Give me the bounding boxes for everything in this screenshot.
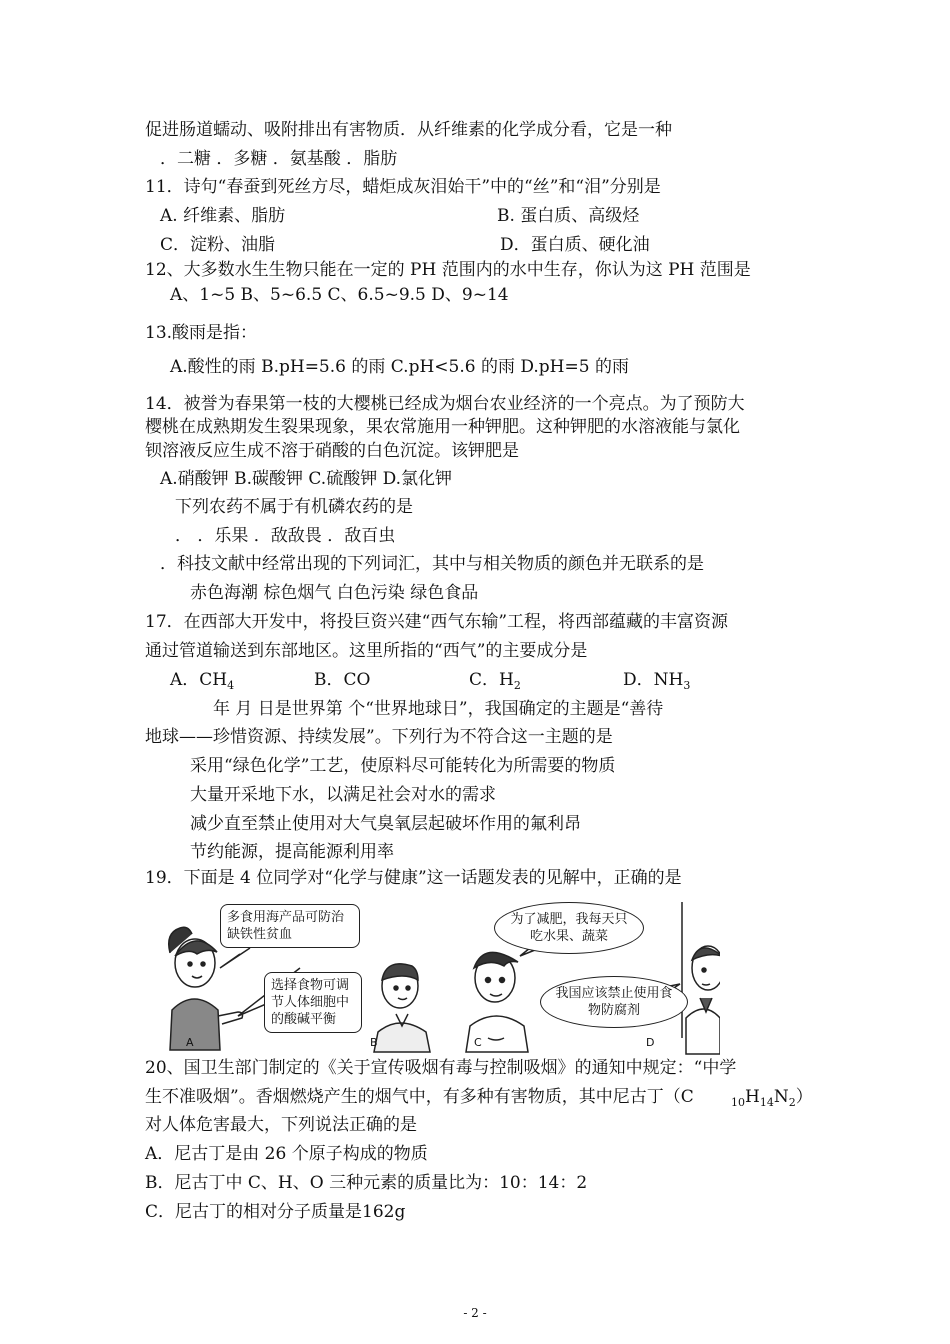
- text-line: 通过管道输送到东部地区。这里所指的“西气”的主要成分是: [145, 641, 588, 661]
- q17-option-d: D．$NH_3$: [623, 670, 691, 692]
- bubble-b: 选择食物可调节人体细胞中的酸碱平衡: [264, 972, 362, 1033]
- text-line: D．蛋白质、硬化油: [500, 235, 650, 255]
- text-line: 12、大多数水生生物只能在一定的 PH 范围内的水中生存，你认为这 PH 范围是: [145, 260, 751, 280]
- text-line: 20、国卫生部门制定的《关于宣传吸烟有毒与控制吸烟》的通知中规定：“中学: [145, 1058, 737, 1078]
- text-line: A.硝酸钾 B.碳酸钾 C.硫酸钾 D.氯化钾: [160, 469, 453, 489]
- text-line: 地球——珍惜资源、持续发展”。下列行为不符合这一主题的是: [145, 727, 613, 747]
- q17-option-c: C．$H_2$: [469, 670, 521, 692]
- text-line: 促进肠道蠕动、吸附排出有害物质．从纤维素的化学成分看，它是一种: [145, 120, 672, 140]
- text-line: 生不准吸烟”。香烟燃烧产生的烟气中，有多种有害物质，其中尼古丁（C: [145, 1087, 694, 1107]
- text-line: A．尼古丁是由 26 个原子构成的物质: [145, 1144, 428, 1164]
- text-line: 11．诗句“春蚕到死丝方尽，蜡炬成灰泪始干”中的“丝”和“泪”分别是: [145, 177, 661, 197]
- text-line: A. 纤维素、脂肪: [160, 206, 286, 226]
- text-line: ．二糖 ．多糖 ．氨基酸 ．脂肪: [160, 149, 398, 169]
- text-line: 采用“绿色化学”工艺，使原料尽可能转化为所需要的物质: [190, 756, 616, 776]
- figure-label-c: C: [474, 1036, 482, 1049]
- text-line: 减少直至禁止使用对大气臭氧层起破坏作用的氟利昂: [190, 814, 581, 834]
- text-line: A、1~5 B、5~6.5 C、6.5~9.5 D、9~14: [170, 285, 509, 305]
- text-line: 对人体危害最大，下列说法正确的是: [145, 1115, 417, 1135]
- figure-label-a: A: [186, 1036, 194, 1049]
- text-line: 17．在西部大开发中，将投巨资兴建“西气东输”工程，将西部蕴藏的丰富资源: [145, 612, 729, 632]
- text-line: ．科技文献中经常出现的下列词汇，其中与相关物质的颜色并无联系的是: [160, 554, 704, 574]
- text-line: C．尼古丁的相对分子质量是162g: [145, 1202, 406, 1222]
- text-line: 大量开采地下水，以满足社会对水的需求: [190, 785, 496, 805]
- text-line: 年 月 日是世界第 个“世界地球日”，我国确定的主题是“善待: [213, 699, 664, 719]
- bubble-c: 为了减肥，我每天只吃水果、蔬菜: [494, 902, 644, 954]
- text-line: 14．被誉为春果第一枝的大樱桃已经成为烟台农业经济的一个亮点。为了预防大: [145, 394, 745, 414]
- figure-label-d: D: [646, 1036, 655, 1049]
- text-line: B. 蛋白质、高级烃: [497, 206, 640, 226]
- text-line: 下列农药不属于有机磷农药的是: [175, 497, 413, 517]
- q19-cartoon-figure: [160, 898, 720, 1058]
- text-line: 19．下面是 4 位同学对“化学与健康”这一话题发表的见解中，正确的是: [145, 868, 682, 888]
- text-line: ． ．乐果 ．敌敌畏 ．敌百虫: [175, 526, 396, 546]
- bubble-d: 我国应该禁止使用食物防腐剂: [540, 976, 688, 1028]
- q17-option-a: A．$CH_4$: [170, 670, 235, 692]
- page-number: - 2 -: [463, 1306, 487, 1320]
- text-line: B．尼古丁中 C、H、O 三种元素的质量比为：10：14：2: [145, 1173, 588, 1193]
- figure-label-b: B: [370, 1036, 378, 1049]
- text-line: 13.酸雨是指：: [145, 323, 258, 343]
- text-line: C．淀粉、油脂: [160, 235, 276, 255]
- text-line: 节约能源，提高能源利用率: [190, 842, 394, 862]
- q17-option-b: B．CO: [314, 670, 371, 690]
- text-line: A.酸性的雨 B.pH=5.6 的雨 C.pH<5.6 的雨 D.pH=5 的雨: [170, 357, 629, 377]
- bubble-a: 多食用海产品可防治缺铁性贫血: [220, 904, 360, 948]
- text-line: 钡溶液反应生成不溶于硝酸的白色沉淀。该钾肥是: [145, 441, 519, 461]
- nicotine-formula-tail: $_{10}H_{14}N_2$）: [731, 1087, 813, 1109]
- text-line: 樱桃在成熟期发生裂果现象，果农常施用一种钾肥。这种钾肥的水溶液能与氯化: [145, 417, 740, 437]
- text-line: 赤色海潮 棕色烟气 白色污染 绿色食品: [190, 583, 479, 603]
